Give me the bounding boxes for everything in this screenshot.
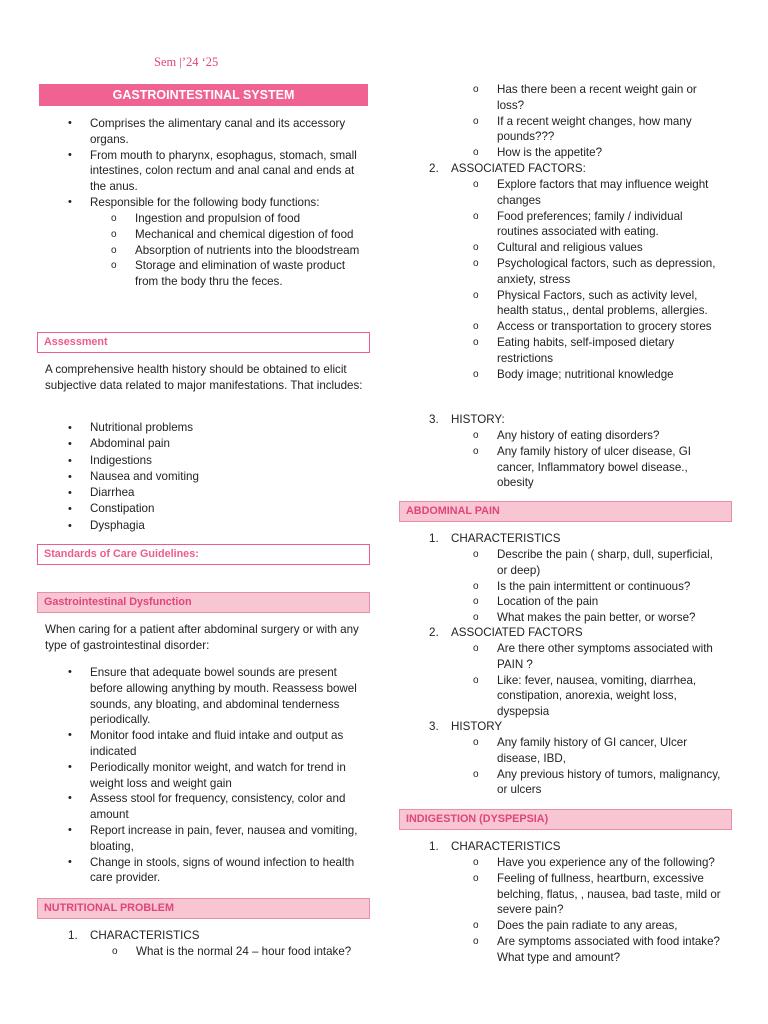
assessment-heading: Assessment	[37, 332, 370, 353]
history-label: HISTORY:	[451, 413, 505, 426]
bullet-icon: •	[68, 792, 72, 805]
list-item: o Any previous history of tumors, malignancy, or ulcers	[473, 767, 721, 797]
list-item: o Body image; nutritional knowledge	[473, 367, 674, 381]
list-item: o Describe the pain ( sharp, dull, superficial, or deep)	[473, 548, 713, 577]
circle-bullet-icon: o	[473, 430, 479, 441]
abdominal-history	[429, 719, 503, 735]
list-item: o Are there other symptoms associated with PAIN ?	[473, 642, 713, 671]
circle-bullet-icon: o	[473, 674, 479, 686]
circle-bullet-icon: o	[111, 228, 117, 240]
circle-bullet-icon: o	[473, 147, 479, 159]
bullet-icon: •	[68, 503, 72, 516]
bullet-icon: •	[68, 729, 72, 742]
list-item: • From mouth to pharynx, esophagus, stomach, small intestines, colon rectum and anal canal and ends at the anus.	[68, 148, 357, 194]
page-title: GASTROINTESTINAL SYSTEM	[39, 84, 368, 106]
bullet-icon: •	[68, 454, 72, 467]
circle-bullet-icon: o	[473, 643, 479, 654]
list-item: • Comprises the alimentary canal and its accessory organs.	[68, 117, 346, 146]
associated-label: ASSOCIATED FACTORS	[451, 626, 583, 639]
list-item: o Access or transportation to grocery stores	[473, 320, 712, 334]
list-item: o Feeling of fullness, heartburn, excessive belching, flatus, , nausea, bad taste, mild or severe pain?	[473, 871, 721, 917]
list-item: • Ensure that adequate bowel sounds are present before allowing anything by mouth. Reassess bowel sounds, any bloating, and abdominal tenderness periodically.	[68, 666, 357, 727]
indigestion-heading: INDIGESTION (DYSPEPSIA)	[399, 809, 732, 830]
list-item: o Any family history of GI cancer, Ulcer disease, IBD,	[473, 736, 688, 765]
circle-bullet-icon: o	[473, 115, 479, 127]
circle-bullet-icon: o	[473, 445, 479, 457]
standards-heading: Standards of Care Guidelines:	[37, 544, 370, 565]
assessment-paragraph: A comprehensive health history should be obtained to elicit subjective data related to major manifestations. That includes:	[45, 363, 363, 392]
list-number: 3.	[429, 413, 439, 426]
list-item: • Indigestions	[90, 453, 350, 469]
gi-dysfunction-paragraph: When caring for a patient after abdominal surgery or with any type of gastrointestinal disorder:	[45, 623, 359, 652]
circle-bullet-icon: o	[473, 612, 479, 624]
nutritional-history	[429, 412, 505, 428]
circle-bullet-icon: o	[111, 213, 117, 224]
list-item: o If a recent weight changes, how many pounds???	[473, 114, 692, 144]
list-item: o How is the appetite?	[473, 146, 603, 160]
circle-bullet-icon: o	[473, 872, 479, 884]
abdominal-hist-list	[473, 735, 722, 798]
nutritional-associated	[429, 161, 586, 177]
circle-bullet-icon: o	[112, 946, 118, 957]
list-item: • Dysphagia	[90, 518, 350, 534]
list-item: o Have you experience any of the following?	[473, 856, 715, 869]
list-item: o Mechanical and chemical digestion of food	[111, 227, 354, 241]
circle-bullet-icon: o	[473, 257, 479, 269]
list-item: • Responsible for the following body functions:	[68, 195, 320, 209]
list-item: o Cultural and religious values	[473, 241, 643, 255]
list-item: • Diarrhea	[90, 485, 350, 501]
abdominal-associated	[429, 625, 583, 641]
list-item: • Periodically monitor weight, and watch for trend in weight loss and weight gain	[68, 760, 346, 790]
circle-bullet-icon: o	[111, 244, 117, 256]
history-label: HISTORY	[451, 720, 503, 733]
abdominal-pain-heading: ABDOMINAL PAIN	[399, 501, 732, 522]
abdominal-assoc-list	[473, 641, 722, 720]
circle-bullet-icon: o	[473, 580, 479, 592]
list-item: o Food preferences; family / individual routines associated with eating.	[473, 209, 683, 239]
circle-bullet-icon: o	[473, 336, 479, 348]
list-item: o Has there been a recent weight gain or loss?	[473, 83, 697, 112]
nutritional-assoc-list	[473, 177, 722, 382]
bullet-icon: •	[68, 438, 72, 451]
nutritional-heading: NUTRITIONAL PROBLEM	[37, 898, 370, 919]
list-item: • Monitor food intake and fluid intake and output as indicated	[68, 729, 344, 758]
circle-bullet-icon: o	[473, 920, 479, 932]
circle-bullet-icon: o	[473, 242, 479, 254]
characteristics-label: CHARACTERISTICS	[451, 532, 561, 545]
list-number: 1.	[429, 840, 439, 853]
list-item: o Explore factors that may influence weight changes	[473, 178, 709, 207]
bullet-icon: •	[68, 470, 72, 483]
list-item: o Storage and elimination of waste product from the body thru the feces.	[111, 259, 346, 289]
bullet-icon: •	[68, 148, 72, 161]
circle-bullet-icon: o	[473, 857, 479, 868]
circle-bullet-icon: o	[473, 768, 479, 780]
abdominal-char-list	[473, 547, 722, 626]
bullet-icon: •	[68, 487, 72, 500]
list-item: o Physical Factors, such as activity level, health status,, dental problems, allergies.	[473, 288, 708, 318]
list-item: • Abdominal pain	[90, 436, 350, 452]
list-item: o What is the normal 24 – hour food intake?	[112, 945, 352, 958]
list-number: 2.	[429, 162, 439, 175]
circle-bullet-icon: o	[473, 321, 479, 333]
nutritional-char-list-a	[112, 944, 356, 960]
semester-label: Sem |’24 ‘25	[154, 55, 219, 69]
list-item: • Report increase in pain, fever, nausea and vomiting, bloating,	[68, 823, 358, 853]
indigestion-characteristics	[429, 839, 561, 855]
list-item: o Are symptoms associated with food intake? What type and amount?	[473, 934, 720, 964]
circle-bullet-icon: o	[473, 179, 479, 190]
circle-bullet-icon: o	[473, 549, 479, 560]
circle-bullet-icon: o	[111, 260, 117, 272]
circle-bullet-icon: o	[473, 935, 479, 947]
circle-bullet-icon: o	[473, 596, 479, 608]
list-number: 1.	[429, 532, 439, 545]
list-item: • Change in stools, signs of wound infection to health care provider.	[68, 855, 355, 885]
nutritional-hist-list	[473, 428, 722, 491]
list-item: o Is the pain intermittent or continuous?	[473, 579, 691, 593]
intro-list	[68, 116, 360, 211]
list-item: o Like: fever, nausea, vomiting, diarrhea, constipation, anorexia, weight loss, dyspepsia	[473, 673, 697, 719]
bullet-icon: •	[68, 666, 72, 678]
assessment-list	[68, 420, 350, 534]
list-item: o What makes the pain better, or worse?	[473, 611, 696, 625]
list-number: 1.	[68, 929, 78, 942]
bullet-icon: •	[68, 760, 72, 773]
associated-label: ASSOCIATED FACTORS:	[451, 162, 586, 175]
list-number: 2.	[429, 626, 439, 639]
nutritional-characteristics	[68, 928, 200, 944]
indigestion-char-list	[473, 855, 725, 966]
nutritional-char-list-b	[473, 82, 722, 161]
list-item: o Any history of eating disorders?	[473, 429, 660, 442]
list-item: o Does the pain radiate to any areas,	[473, 919, 678, 933]
body-functions-list	[111, 211, 360, 290]
list-item: o Eating habits, self-imposed dietary restrictions	[473, 335, 675, 365]
list-item: o Psychological factors, such as depression, anxiety, stress	[473, 256, 716, 286]
bullet-icon: •	[68, 855, 72, 868]
list-item: o Location of the pain	[473, 595, 599, 609]
bullet-icon: •	[68, 422, 72, 434]
bullet-icon: •	[68, 519, 72, 532]
characteristics-label: CHARACTERISTICS	[90, 929, 200, 942]
list-number: 3.	[429, 720, 439, 733]
gi-dysfunction-list	[68, 665, 362, 886]
circle-bullet-icon: o	[473, 84, 479, 95]
circle-bullet-icon: o	[473, 737, 479, 748]
bullet-icon: •	[68, 823, 72, 836]
list-item: • Nausea and vomiting	[90, 469, 350, 485]
list-item: • Constipation	[90, 501, 350, 517]
list-item: o Absorption of nutrients into the bloodstream	[111, 243, 360, 257]
bullet-icon: •	[68, 117, 72, 129]
list-item: o Any family history of ulcer disease, GI cancer, Inflammatory bowel disease., obesity	[473, 444, 691, 490]
list-item: o Ingestion and propulsion of food	[111, 212, 301, 225]
bullet-icon: •	[68, 195, 72, 208]
characteristics-label: CHARACTERISTICS	[451, 840, 561, 853]
gi-dysfunction-heading: Gastrointestinal Dysfunction	[37, 592, 370, 613]
list-item: • Nutritional problems	[90, 420, 350, 436]
circle-bullet-icon: o	[473, 289, 479, 301]
circle-bullet-icon: o	[473, 368, 479, 380]
circle-bullet-icon: o	[473, 210, 479, 222]
abdominal-characteristics	[429, 531, 561, 547]
list-item: • Assess stool for frequency, consistency, color and amount	[68, 792, 346, 822]
